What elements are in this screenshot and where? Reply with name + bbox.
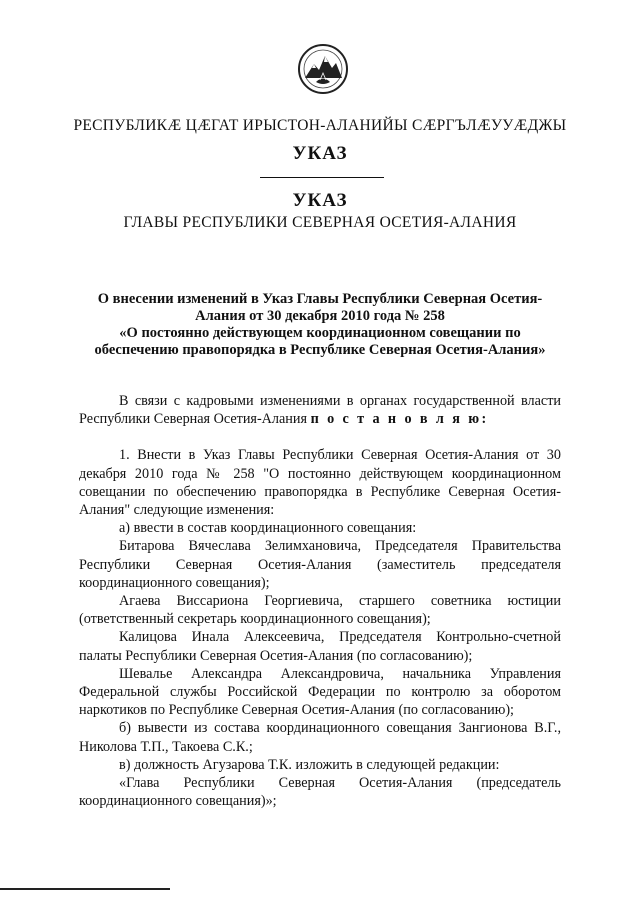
ossetian-heading: РЕСПУБЛИКÆ ЦÆГАТ ИРЫСТОН-АЛАНИЙЫ СÆРГЪЛÆУУÆДЖЫ [73,117,567,134]
title-line: «О постоянно действующем координационном совещании по [119,325,521,341]
subtitle-heading: ГЛАВЫ РЕСПУБЛИКИ СЕВЕРНАЯ ОСЕТИЯ-АЛАНИЯ [123,214,517,231]
ukaz-heading-russian: УКАЗ [292,190,348,211]
ukaz-heading-ossetian: УКАЗ [292,143,348,164]
title-line: Алания от 30 декабря 2010 года № 258 [195,308,445,324]
person-paragraph: Битарова Вячеслава Зелимхановича, Председателя Правительства Республики Северная Осетия-Алания (заместитель председателя координационного совещания); [79,538,561,591]
item-a-paragraph: а) ввести в состав координационного совещания: [119,520,417,537]
preamble-text: В связи с кадровыми изменениями в органах государственной власти Республики Северная Осетия-Алания [79,393,561,428]
footer-line [0,888,170,890]
item-b-paragraph: б) вывести из состава координационного совещания Зангионова В.Г., Николова Т.П., Такоева С.К.; [79,720,561,755]
preamble-paragraph [79,392,561,428]
title-line: обеспечению правопорядка в Республике Северная Осетия-Алания» [94,342,546,358]
item-c-paragraph: в) должность Агузарова Т.К. изложить в следующей редакции: [119,756,500,773]
person-paragraph: Калицова Инала Алексеевича, Председателя Контрольно-счетной палаты Республики Северная Осетия-Алания (по согласованию); [79,629,561,664]
quote-paragraph: «Глава Республики Северная Осетия-Алания (председатель координационного совещания)»; [79,775,561,810]
decree-title [60,291,580,359]
title-line: О внесении изменений в Указ Главы Республики Северная Осетия- [97,291,543,307]
decree-word: п о с т а н о в л я ю: [310,411,489,428]
divider [260,177,384,178]
person-paragraph: Шевалье Александра Александровича, начальника Управления Федеральной службы Российской Федерации по контролю за оборотом наркотиков по Республике Северная Осетия-Алания (по согласованию); [79,665,561,719]
decree-body [79,392,561,810]
coat-of-arms-emblem [296,42,350,96]
item-1-paragraph: 1. Внести в Указ Главы Республики Северная Осетия-Алания от 30 декабря 2010 года № 258 "О постоянно действующем координационном совещании по обеспечению правопорядка в Республике Северная Осетия-Алания" следующие изменения: [79,447,561,519]
person-paragraph: Агаева Виссариона Георгиевича, старшего советника юстиции (ответственный секретарь координационного совещания); [79,593,561,628]
